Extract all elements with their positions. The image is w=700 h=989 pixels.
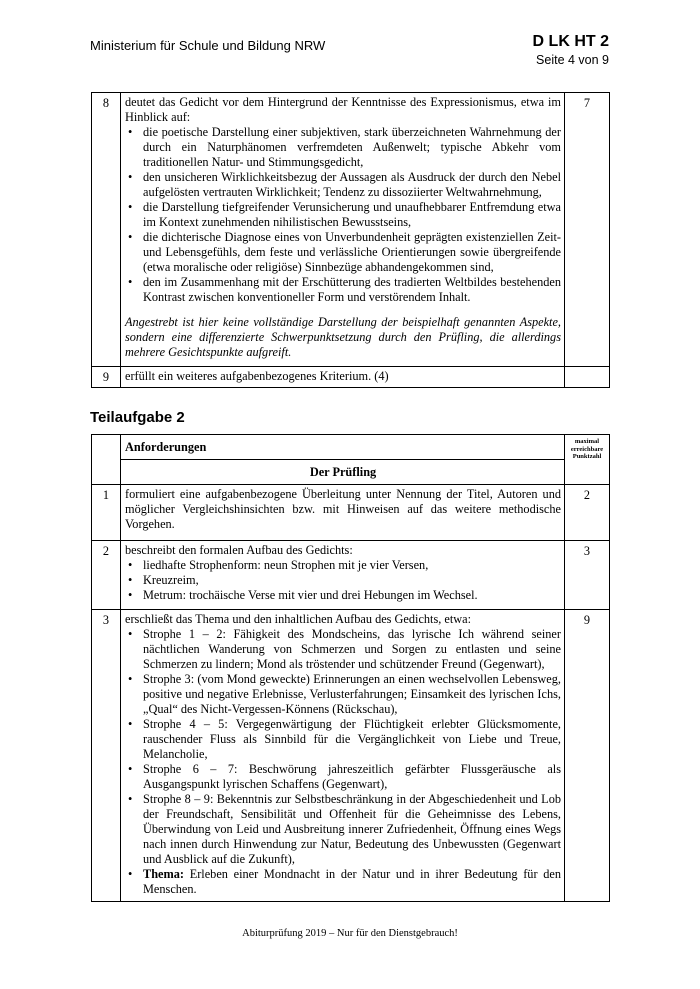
row-number: 2 <box>92 541 121 610</box>
row-number: 9 <box>92 367 121 388</box>
criterion-intro: erschließt das Thema und den inhaltlichen Aufbau des Gedichts, etwa: <box>125 612 472 626</box>
list-item: • Kreuzreim, <box>143 573 561 588</box>
list-item: • den im Zusammenhang mit der Erschütterung des tradierten Weltbildes bestehenden Kontrast zwischen konventioneller Form und verstörendem Inhalt. <box>143 275 561 305</box>
list-item: • Metrum: trochäische Verse mit vier und drei Hebungen im Wechsel. <box>143 588 561 603</box>
criterion-text <box>121 93 565 367</box>
table-row <box>92 610 610 902</box>
table-row <box>92 93 610 367</box>
list-item: • liedhafte Strophenform: neun Strophen mit je vier Versen, <box>143 558 561 573</box>
row-number: 3 <box>92 610 121 902</box>
list-item: • Strophe 8 – 9: Bekenntnis zur Selbstbeschränkung in der Abgeschiedenheit und Lob der Freundschaft, Sensibilität und Offenheit für die Geheimnisse des Lebens, Überwindung von Leid und Ausbreitung innerer Zufriedenheit, Öffnung eines Wegs nach innen durch Hinwendung zur Natur, Bedeutung des Unbewussten (Gegenwart und Ausblick auf die Zukunft), <box>143 792 561 867</box>
theme-label: Thema: <box>143 867 184 881</box>
criterion-list <box>125 627 561 897</box>
criterion-note: Angestrebt ist hier keine vollständige Darstellung der beispielhaft genannten Aspekte, sondern eine differenzierte Schwerpunktsetzung durch den Prüfling, die allerdings mehrere Gesichtspunkte aufgreift. <box>125 315 561 359</box>
header-empty-cell <box>92 435 121 485</box>
page-footer: Abiturprüfung 2019 – Nur für den Dienstgebrauch! <box>242 928 458 939</box>
criterion-text <box>121 541 565 610</box>
page-indicator: Seite 4 von 9 <box>536 53 609 67</box>
list-item: • die poetische Darstellung einer subjektiven, stark überzeichneten Wahrnehmung der durch ein Naturphänomen verfremdeten Außenwelt; typische Abkehr vom traditionellen Natur- und Stimmungsgedicht, <box>143 125 561 170</box>
table-row <box>92 541 610 610</box>
list-item: • die dichterische Diagnose eines von Unverbundenheit geprägten existenziellen Zeit- und Lebensgefühls, dem feste und verlässliche Orientierungen sowie übergreifende (etwa moralische oder religiöse) Sinnbezüge abhandengekommen sind, <box>143 230 561 275</box>
table-header-row <box>92 460 610 485</box>
criterion-intro: deutet das Gedicht vor dem Hintergrund der Kenntnisse des Expressionismus, etwa im Hinblick auf: <box>125 95 561 124</box>
criterion-list <box>125 125 561 305</box>
max-points: 9 <box>565 610 610 902</box>
table-row <box>92 485 610 541</box>
criterion-text <box>121 485 565 541</box>
criterion-text: erfüllt ein weiteres aufgabenbezogenes Kriterium. (4) <box>121 367 565 388</box>
exam-code: D LK HT 2 <box>532 33 609 50</box>
max-points: 7 <box>565 93 610 367</box>
list-item: • den unsicheren Wirklichkeitsbezug der Aussagen als Ausdruck der durch den Nebel aufgelösten vertrauten Wirklichkeit; Tendenz zu dissoziierter Weltwahrnehmung, <box>143 170 561 200</box>
criterion-text <box>121 610 565 902</box>
max-points <box>565 367 610 388</box>
section-title: Teilaufgabe 2 <box>90 409 185 426</box>
theme-text: Erleben einer Mondnacht in der Natur und in ihrer Bedeutung für den Menschen. <box>143 867 561 896</box>
list-item <box>143 867 561 897</box>
max-points: 3 <box>565 541 610 610</box>
row-number: 1 <box>92 485 121 541</box>
criterion-intro: formuliert eine aufgabenbezogene Überleitung unter Nennung der Titel, Autoren und möglicher Vergleichshinsichten bzw. mit Hinweisen auf das weitere methodische Vorgehen. <box>125 487 561 531</box>
header-max-points: maximal erreichbare Punktzahl <box>565 435 610 485</box>
row-number: 8 <box>92 93 121 367</box>
list-item: • Strophe 3: (vom Mond geweckte) Erinnerungen an einen wechselvollen Lebensweg, positive und negative Erlebnisse, Verlusterfahrungen; Einsamkeit des lyrischen Ichs, „Qual“ des Nicht-Vergessen-Könnens (Rückschau), <box>143 672 561 717</box>
criteria-table-part1 <box>91 92 610 388</box>
max-points: 2 <box>565 485 610 541</box>
list-item: • Strophe 4 – 5: Vergegenwärtigung der Flüchtigkeit erlebter Glücksmomente, rauschender Fluss als Sinnbild für die Vergänglichkeit von Liebe und Treue, Melancholie, <box>143 717 561 762</box>
ministry-name: Ministerium für Schule und Bildung NRW <box>90 38 326 53</box>
criterion-list <box>125 558 561 603</box>
table-row <box>92 367 610 388</box>
header-subject: Der Prüfling <box>121 460 565 485</box>
criteria-table-part2 <box>91 434 610 902</box>
header-requirements: Anforderungen <box>121 435 565 460</box>
criterion-intro: beschreibt den formalen Aufbau des Gedichts: <box>125 543 353 557</box>
list-item: • die Darstellung tiefgreifender Verunsicherung und unaufhebbarer Entfremdung etwa im Kontext zunehmenden nihilistischen Bewusstseins, <box>143 200 561 230</box>
list-item: • Strophe 6 – 7: Beschwörung jahreszeitlich gefärbter Flussgeräusche als Ausgangspunkt lyrischen Schaffens (Gegenwart), <box>143 762 561 792</box>
list-item: • Strophe 1 – 2: Fähigkeit des Mondscheins, das lyrische Ich während seiner nächtlichen Wanderung von Schmerzen und Sorgen zu entlasten und seine Schmerzen zu lindern; Mond als tröstender und schützender Freund (Gegenwart), <box>143 627 561 672</box>
table-header-row <box>92 435 610 460</box>
